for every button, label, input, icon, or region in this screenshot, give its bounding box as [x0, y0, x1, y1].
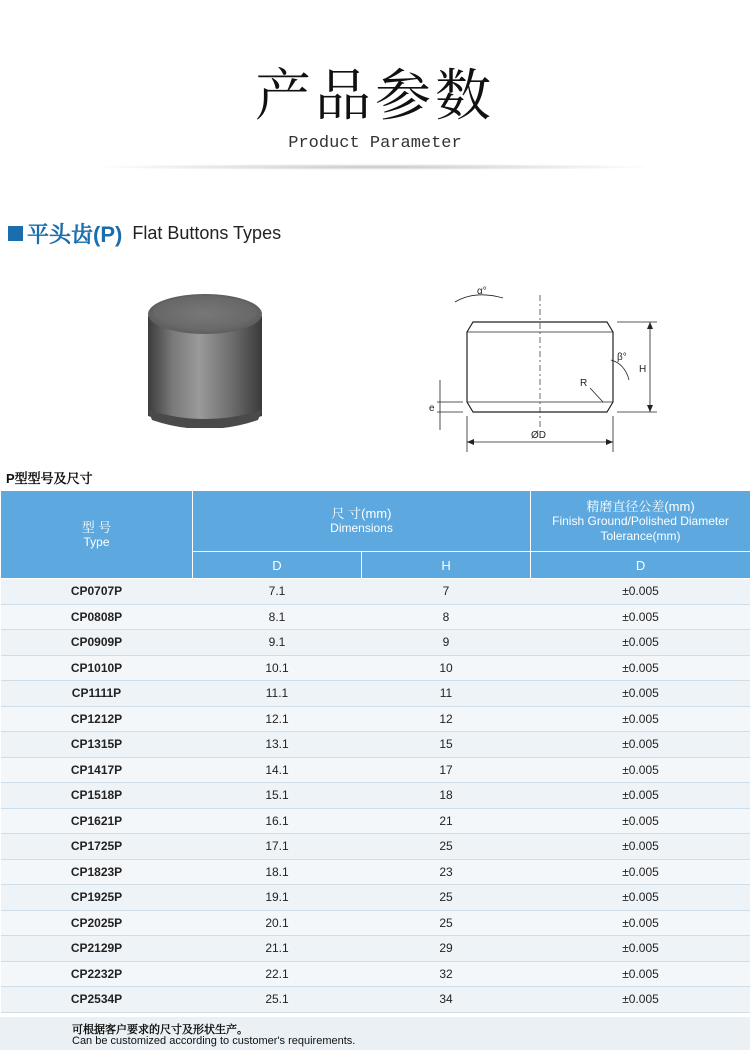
d-cell: 13.1: [193, 732, 362, 758]
table-row: [1, 604, 750, 630]
col-header-d: D: [193, 552, 362, 579]
title-divider: [105, 164, 645, 170]
footnote-cn: 可根据客户要求的尺寸及形状生产。: [72, 1024, 248, 1036]
h-cell: 7: [362, 579, 531, 605]
h-cell: 9: [362, 630, 531, 656]
tolerance-header: [531, 491, 750, 552]
d-cell: 17.1: [193, 834, 362, 860]
d-cell: 21.1: [193, 936, 362, 962]
type-cell: CP2025P: [1, 910, 193, 936]
tolerance-cell: ±0.005: [531, 961, 750, 987]
type-cell: CP0909P: [1, 630, 193, 656]
footnote: [0, 1017, 750, 1050]
type-cell: CP1417P: [1, 757, 193, 783]
tolerance-cell: ±0.005: [531, 885, 750, 911]
table-row: [1, 732, 750, 758]
h-cell: 23: [362, 859, 531, 885]
type-cell: CP1725P: [1, 834, 193, 860]
tolerance-cell: ±0.005: [531, 630, 750, 656]
tolerance-header-cn: 精磨直径公差(mm): [586, 498, 695, 514]
radius-label: R: [580, 378, 588, 389]
tolerance-cell: ±0.005: [531, 757, 750, 783]
type-header-cn: 型 号: [81, 519, 112, 535]
type-cell: CP0707P: [1, 579, 193, 605]
h-cell: 32: [362, 961, 531, 987]
table-row: [1, 834, 750, 860]
beta-angle-label: β°: [617, 352, 627, 363]
tolerance-cell: ±0.005: [531, 936, 750, 962]
type-cell: CP1621P: [1, 808, 193, 834]
d-cell: 7.1: [193, 579, 362, 605]
h-cell: 25: [362, 910, 531, 936]
col-header-tol-d: D: [531, 552, 750, 579]
h-cell: 15: [362, 732, 531, 758]
dimension-drawing: [425, 280, 665, 455]
d-cell: 25.1: [193, 987, 362, 1013]
tolerance-cell: ±0.005: [531, 910, 750, 936]
h-cell: 21: [362, 808, 531, 834]
d-cell: 18.1: [193, 859, 362, 885]
section-title-en: Flat Buttons Types: [132, 222, 282, 243]
table-caption: P型型号及尺寸: [6, 471, 93, 486]
section-title-cn: 平头齿(P): [27, 221, 123, 247]
h-cell: 18: [362, 783, 531, 809]
table-row: [1, 757, 750, 783]
table-row: [1, 859, 750, 885]
tolerance-cell: ±0.005: [531, 987, 750, 1013]
height-label: H: [639, 364, 647, 375]
table-row: [1, 961, 750, 987]
type-cell: CP2232P: [1, 961, 193, 987]
type-cell: CP2534P: [1, 987, 193, 1013]
d-cell: 9.1: [193, 630, 362, 656]
d-cell: 8.1: [193, 604, 362, 630]
table-row: [1, 936, 750, 962]
page-subtitle: Product Parameter: [288, 134, 462, 153]
table-row: [1, 579, 750, 605]
alpha-angle-label: α°: [477, 286, 487, 297]
tolerance-cell: ±0.005: [531, 859, 750, 885]
dimensions-header-en: Dimensions: [330, 521, 393, 535]
h-cell: 25: [362, 885, 531, 911]
d-cell: 19.1: [193, 885, 362, 911]
tolerance-cell: ±0.005: [531, 681, 750, 707]
tolerance-cell: ±0.005: [531, 604, 750, 630]
table-row: [1, 681, 750, 707]
d-cell: 20.1: [193, 910, 362, 936]
d-cell: 10.1: [193, 655, 362, 681]
type-cell: CP1315P: [1, 732, 193, 758]
table-row: [1, 910, 750, 936]
h-cell: 11: [362, 681, 531, 707]
d-cell: 22.1: [193, 961, 362, 987]
type-cell: CP0808P: [1, 604, 193, 630]
section-heading: [8, 219, 281, 247]
tolerance-cell: ±0.005: [531, 579, 750, 605]
type-cell: CP1010P: [1, 655, 193, 681]
h-cell: 34: [362, 987, 531, 1013]
table-row: [1, 655, 750, 681]
tolerance-cell: ±0.005: [531, 732, 750, 758]
table-row: [1, 630, 750, 656]
h-cell: 17: [362, 757, 531, 783]
type-cell: CP1823P: [1, 859, 193, 885]
tolerance-cell: ±0.005: [531, 706, 750, 732]
type-header: [1, 491, 193, 579]
col-header-h: H: [362, 552, 531, 579]
flat-button-photo: [140, 288, 270, 428]
diameter-label: ØD: [531, 430, 546, 441]
dimensions-header-cn: 尺 寸(mm): [331, 506, 392, 521]
tolerance-cell: ±0.005: [531, 834, 750, 860]
tolerance-cell: ±0.005: [531, 783, 750, 809]
d-cell: 16.1: [193, 808, 362, 834]
h-cell: 29: [362, 936, 531, 962]
table-row: [1, 808, 750, 834]
spec-table: [0, 490, 750, 1013]
h-cell: 10: [362, 655, 531, 681]
table-row: [1, 885, 750, 911]
type-cell: CP1212P: [1, 706, 193, 732]
table-row: [1, 783, 750, 809]
tolerance-cell: ±0.005: [531, 655, 750, 681]
d-cell: 14.1: [193, 757, 362, 783]
d-cell: 15.1: [193, 783, 362, 809]
type-header-en: Type: [83, 534, 110, 549]
type-cell: CP2129P: [1, 936, 193, 962]
type-cell: CP1518P: [1, 783, 193, 809]
square-bullet-icon: [8, 226, 23, 241]
type-cell: CP1925P: [1, 885, 193, 911]
h-cell: 12: [362, 706, 531, 732]
h-cell: 8: [362, 604, 531, 630]
dimensions-header: [193, 491, 531, 552]
footnote-en: Can be customized according to customer's requirements.: [72, 1035, 356, 1047]
tolerance-cell: ±0.005: [531, 808, 750, 834]
type-cell: CP1111P: [1, 681, 193, 707]
table-row: [1, 987, 750, 1013]
tolerance-header-en: Finish Ground/Polished Diameter Tolerance(mm): [552, 513, 729, 543]
page-title: 产品参数: [255, 64, 495, 129]
chamfer-e-label: e: [429, 403, 435, 414]
d-cell: 12.1: [193, 706, 362, 732]
d-cell: 11.1: [193, 681, 362, 707]
h-cell: 25: [362, 834, 531, 860]
table-row: [1, 706, 750, 732]
